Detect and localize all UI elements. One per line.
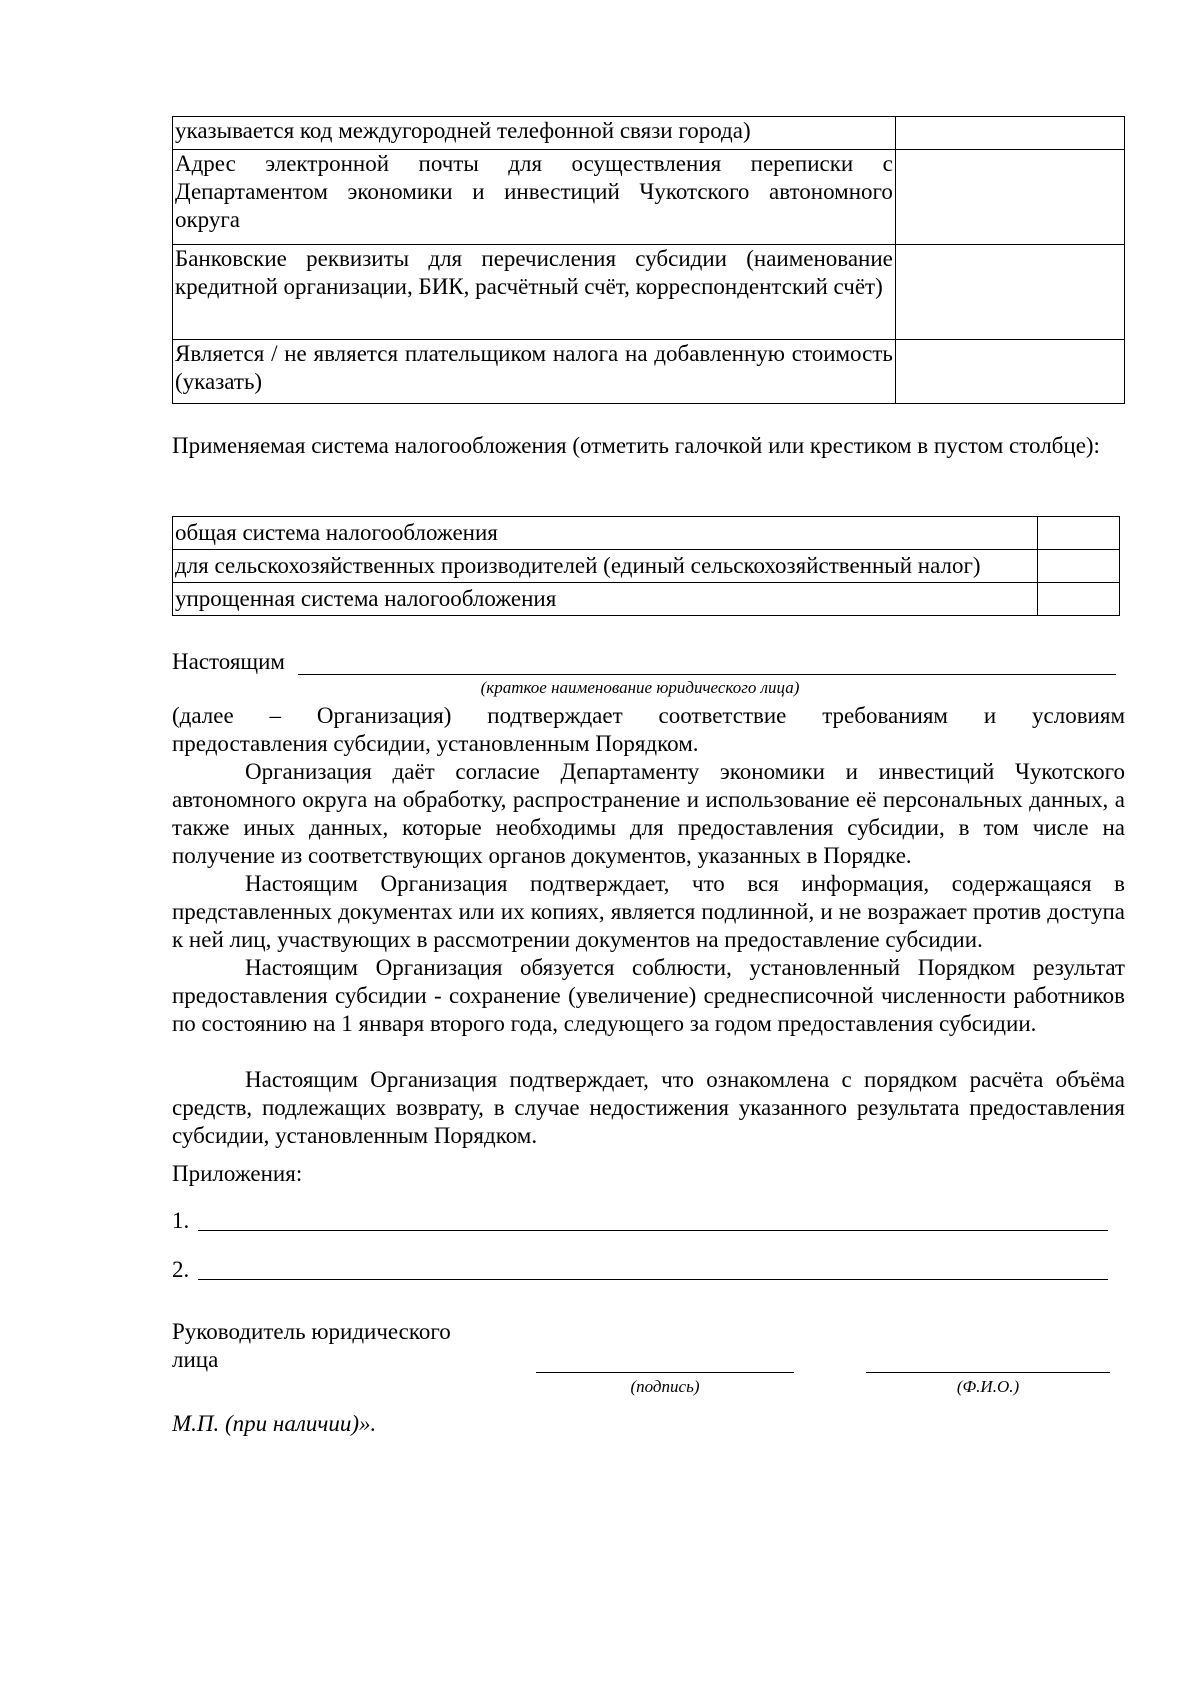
table-cell-label: указывается код междугородней телефонной связи города) bbox=[173, 117, 896, 150]
table-row bbox=[173, 550, 1120, 583]
statement-lead: Настоящим bbox=[172, 649, 285, 674]
table-cell-label: Банковские реквизиты для перечисления субсидии (наименование кредитной организации, БИК, расчётный счёт, корреспондентский счёт) bbox=[173, 245, 896, 340]
refund-paragraph: Настоящим Организация подтверждает, что ознакомлена с порядком расчёта объёма средств, подлежащих возврату, в случае недостижения указанного результата предоставления субсидии, установленным Порядком. bbox=[172, 1067, 1125, 1148]
table-row bbox=[173, 517, 1120, 550]
signature-caption: (подпись) bbox=[630, 1377, 700, 1396]
signature-line[interactable] bbox=[536, 1372, 794, 1373]
table-row bbox=[173, 150, 1125, 245]
attachment-line-2[interactable] bbox=[198, 1279, 1108, 1280]
tax-option-label: упрощенная система налогообложения bbox=[173, 583, 1038, 616]
tax-system-intro: Применяемая система налогообложения (отметить галочкой или крестиком в пустом столбце): bbox=[172, 433, 1100, 458]
table-cell-value[interactable] bbox=[895, 340, 1124, 404]
tax-system-table bbox=[172, 516, 1120, 616]
full-name-caption: (Ф.И.О.) bbox=[956, 1377, 1020, 1396]
tax-option-checkbox[interactable] bbox=[1037, 517, 1119, 550]
authenticity-paragraph: Настоящим Организация подтверждает, что вся информация, содержащаяся в представленных документах или их копиях, является подлинной, и не возражает против доступа к ней лиц, участвующих в рассмотрении документов на предоставление субсидии. bbox=[172, 871, 1125, 952]
attachment-number: 1. bbox=[172, 1208, 190, 1233]
organization-name-caption: (краткое наименование юридического лица) bbox=[480, 678, 800, 697]
attachments-title: Приложения: bbox=[172, 1161, 303, 1186]
contact-details-table bbox=[172, 116, 1125, 404]
tax-option-label: для сельскохозяйственных производителей (единый сельскохозяйственный налог) bbox=[173, 550, 1038, 583]
table-row bbox=[173, 245, 1125, 340]
table-cell-label: Адрес электронной почты для осуществления переписки с Департаментом экономики и инвестиций Чукотского автономного округа bbox=[173, 150, 896, 245]
signer-role-line-1: Руководитель юридического bbox=[172, 1319, 451, 1344]
table-row bbox=[173, 117, 1125, 150]
stamp-note: М.П. (при наличии)». bbox=[172, 1411, 377, 1436]
consent-paragraph: Организация даёт согласие Департаменту экономики и инвестиций Чукотского автономного округа на обработку, распространение и использование её персональных данных, а также иных данных, которые необходимы для предоставления субсидии, в том числе на получение из соответствующих органов документов, указанных в Порядке. bbox=[172, 759, 1125, 868]
tax-option-checkbox[interactable] bbox=[1037, 550, 1119, 583]
tax-option-label: общая система налогообложения bbox=[173, 517, 1038, 550]
table-row bbox=[173, 340, 1125, 404]
full-name-line[interactable] bbox=[866, 1372, 1110, 1373]
table-cell-label: Является / не является плательщиком налога на добавленную стоимость (указать) bbox=[173, 340, 896, 404]
attachment-line-1[interactable] bbox=[198, 1230, 1108, 1231]
obligation-paragraph: Настоящим Организация обязуется соблюсти, установленный Порядком результат предоставления субсидии - сохранение (увеличение) среднесписочной численности работников по состоянию на 1 января второго года, следующего за годом предоставления субсидии. bbox=[172, 955, 1125, 1036]
table-cell-value[interactable] bbox=[895, 117, 1124, 150]
attachment-number: 2. bbox=[172, 1257, 190, 1282]
table-cell-value[interactable] bbox=[895, 150, 1124, 245]
tax-option-checkbox[interactable] bbox=[1037, 583, 1119, 616]
table-row bbox=[173, 583, 1120, 616]
statement-line-2: предоставления субсидии, установленным Порядком. bbox=[172, 731, 699, 756]
signer-role-line-2: лица bbox=[172, 1347, 219, 1372]
table-cell-value[interactable] bbox=[895, 245, 1124, 340]
organization-name-field[interactable] bbox=[298, 674, 1116, 675]
statement-line-1: (далее – Организация) подтверждает соответствие требованиям и условиям bbox=[172, 703, 1125, 728]
